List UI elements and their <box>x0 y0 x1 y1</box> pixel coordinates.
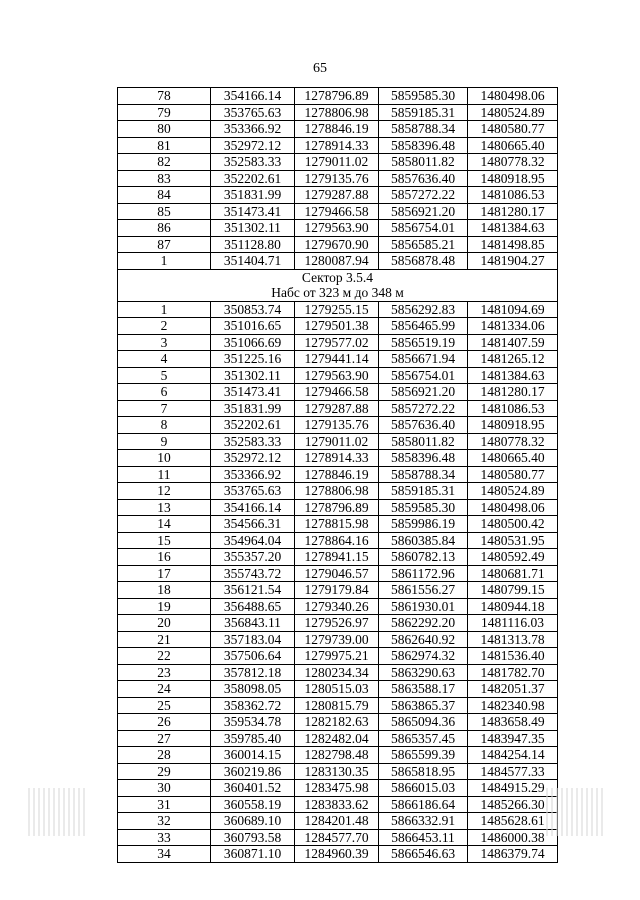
coordinate-cell: 5862292.20 <box>379 615 468 632</box>
table-row <box>118 253 558 270</box>
coordinates-table <box>117 87 558 863</box>
section-header <box>118 269 558 301</box>
point-number-cell: 7 <box>118 400 211 417</box>
coordinate-cell: 359534.78 <box>211 714 295 731</box>
coordinate-cell: 1278846.19 <box>295 466 379 483</box>
coordinate-cell: 1278796.89 <box>295 499 379 516</box>
point-number-cell: 8 <box>118 417 211 434</box>
table-row <box>118 351 558 368</box>
point-number-cell: 11 <box>118 466 211 483</box>
point-number-cell: 1 <box>118 301 211 318</box>
coordinate-cell: 353765.63 <box>211 104 295 121</box>
coordinate-cell: 1485266.30 <box>468 796 558 813</box>
coordinate-cell: 1279563.90 <box>295 367 379 384</box>
coordinate-cell: 1279563.90 <box>295 220 379 237</box>
coordinate-cell: 5857272.22 <box>379 400 468 417</box>
point-number-cell: 15 <box>118 532 211 549</box>
table-row <box>118 334 558 351</box>
table-row <box>118 747 558 764</box>
coordinate-cell: 351473.41 <box>211 203 295 220</box>
coordinate-cell: 5866453.11 <box>379 829 468 846</box>
coordinate-cell: 1480531.95 <box>468 532 558 549</box>
coordinate-cell: 1480498.06 <box>468 88 558 105</box>
coordinate-cell: 5862640.92 <box>379 631 468 648</box>
coordinate-cell: 1279577.02 <box>295 334 379 351</box>
coordinate-cell: 360558.19 <box>211 796 295 813</box>
coordinate-cell: 1283475.98 <box>295 780 379 797</box>
coordinate-cell: 1279255.15 <box>295 301 379 318</box>
table-row <box>118 88 558 105</box>
point-number-cell: 26 <box>118 714 211 731</box>
coordinate-cell: 5861556.27 <box>379 582 468 599</box>
section-range: Набс от 323 м до 348 м <box>271 285 404 300</box>
coordinate-cell: 1481498.85 <box>468 236 558 253</box>
coordinate-cell: 356488.65 <box>211 598 295 615</box>
coordinate-cell: 5866186.64 <box>379 796 468 813</box>
coordinate-cell: 1278914.33 <box>295 137 379 154</box>
table-row <box>118 714 558 731</box>
coordinate-cell: 352202.61 <box>211 417 295 434</box>
point-number-cell: 12 <box>118 483 211 500</box>
coordinate-cell: 5859585.30 <box>379 88 468 105</box>
coordinate-cell: 5865599.39 <box>379 747 468 764</box>
coordinate-cell: 1482340.98 <box>468 697 558 714</box>
coordinate-cell: 5863865.37 <box>379 697 468 714</box>
coordinate-cell: 1480665.40 <box>468 137 558 154</box>
coordinate-cell: 1480799.15 <box>468 582 558 599</box>
point-number-cell: 30 <box>118 780 211 797</box>
coordinate-cell: 1481536.40 <box>468 648 558 665</box>
point-number-cell: 2 <box>118 318 211 335</box>
table-row <box>118 121 558 138</box>
table-row <box>118 648 558 665</box>
table-row <box>118 236 558 253</box>
coordinate-cell: 357812.18 <box>211 664 295 681</box>
coordinate-cell: 5859185.31 <box>379 104 468 121</box>
point-number-cell: 28 <box>118 747 211 764</box>
coordinate-cell: 355743.72 <box>211 565 295 582</box>
coordinate-cell: 5859986.19 <box>379 516 468 533</box>
coordinate-cell: 360689.10 <box>211 813 295 830</box>
coordinate-cell: 5863588.17 <box>379 681 468 698</box>
coordinate-cell: 1480918.95 <box>468 170 558 187</box>
table-row <box>118 532 558 549</box>
coordinate-cell: 1480944.18 <box>468 598 558 615</box>
coordinate-cell: 352583.33 <box>211 154 295 171</box>
coordinate-cell: 5858788.34 <box>379 121 468 138</box>
coordinate-cell: 360014.15 <box>211 747 295 764</box>
coordinate-cell: 1483658.49 <box>468 714 558 731</box>
table-row <box>118 549 558 566</box>
point-number-cell: 6 <box>118 384 211 401</box>
coordinate-cell: 1279466.58 <box>295 384 379 401</box>
table-row <box>118 681 558 698</box>
coordinate-cell: 355357.20 <box>211 549 295 566</box>
coordinate-cell: 360401.52 <box>211 780 295 797</box>
coordinate-cell: 351302.11 <box>211 367 295 384</box>
coordinate-cell: 351473.41 <box>211 384 295 401</box>
table-row <box>118 763 558 780</box>
coordinate-cell: 352972.12 <box>211 137 295 154</box>
coordinate-cell: 352202.61 <box>211 170 295 187</box>
point-number-cell: 13 <box>118 499 211 516</box>
coordinate-cell: 1484915.29 <box>468 780 558 797</box>
coordinate-cell: 5856921.20 <box>379 203 468 220</box>
coordinate-cell: 1480580.77 <box>468 466 558 483</box>
point-number-cell: 27 <box>118 730 211 747</box>
coordinate-cell: 1481116.03 <box>468 615 558 632</box>
coordinate-cell: 1279526.97 <box>295 615 379 632</box>
table-section-top <box>118 88 558 270</box>
coordinate-cell: 1283833.62 <box>295 796 379 813</box>
coordinate-cell: 5865357.45 <box>379 730 468 747</box>
coordinate-cell: 1481407.59 <box>468 334 558 351</box>
table-row <box>118 367 558 384</box>
point-number-cell: 85 <box>118 203 211 220</box>
coordinate-cell: 5856921.20 <box>379 384 468 401</box>
coordinate-cell: 1279287.88 <box>295 187 379 204</box>
section-title: Сектор 3.5.4 <box>301 270 374 285</box>
point-number-cell: 4 <box>118 351 211 368</box>
coordinate-cell: 360219.86 <box>211 763 295 780</box>
coordinate-cell: 5866015.03 <box>379 780 468 797</box>
coordinate-cell: 1481334.06 <box>468 318 558 335</box>
coordinate-cell: 1480778.32 <box>468 154 558 171</box>
coordinate-cell: 1481384.63 <box>468 220 558 237</box>
point-number-cell: 21 <box>118 631 211 648</box>
coordinate-cell: 5856519.19 <box>379 334 468 351</box>
coordinate-cell: 358362.72 <box>211 697 295 714</box>
table-row <box>118 499 558 516</box>
point-number-cell: 87 <box>118 236 211 253</box>
table-row <box>118 483 558 500</box>
coordinate-cell: 1280234.34 <box>295 664 379 681</box>
table-row <box>118 417 558 434</box>
coordinate-cell: 350853.74 <box>211 301 295 318</box>
point-number-cell: 29 <box>118 763 211 780</box>
coordinate-cell: 1284960.39 <box>295 846 379 863</box>
table-row <box>118 813 558 830</box>
point-number-cell: 34 <box>118 846 211 863</box>
coordinate-cell: 1284577.70 <box>295 829 379 846</box>
point-number-cell: 79 <box>118 104 211 121</box>
coordinate-cell: 354566.31 <box>211 516 295 533</box>
coordinate-cell: 1278846.19 <box>295 121 379 138</box>
coordinate-cell: 1481280.17 <box>468 203 558 220</box>
coordinate-cell: 356843.11 <box>211 615 295 632</box>
point-number-cell: 33 <box>118 829 211 846</box>
point-number-cell: 5 <box>118 367 211 384</box>
coordinate-cell: 1279466.58 <box>295 203 379 220</box>
coordinate-cell: 5858011.82 <box>379 433 468 450</box>
table-row <box>118 582 558 599</box>
coordinate-cell: 1278941.15 <box>295 549 379 566</box>
point-number-cell: 1 <box>118 253 211 270</box>
coordinate-cell: 1481782.70 <box>468 664 558 681</box>
table-row <box>118 846 558 863</box>
point-number-cell: 20 <box>118 615 211 632</box>
coordinate-cell: 354964.04 <box>211 532 295 549</box>
table-row <box>118 664 558 681</box>
coordinate-cell: 5866546.63 <box>379 846 468 863</box>
coordinate-cell: 354166.14 <box>211 499 295 516</box>
coordinate-cell: 351831.99 <box>211 400 295 417</box>
coordinate-cell: 5861930.01 <box>379 598 468 615</box>
coordinate-cell: 5865818.95 <box>379 763 468 780</box>
table-row <box>118 203 558 220</box>
point-number-cell: 3 <box>118 334 211 351</box>
coordinate-cell: 1282482.04 <box>295 730 379 747</box>
coordinate-cell: 351016.65 <box>211 318 295 335</box>
coordinate-cell: 1279975.21 <box>295 648 379 665</box>
coordinate-cell: 1279340.26 <box>295 598 379 615</box>
table-row <box>118 516 558 533</box>
coordinate-cell: 5861172.96 <box>379 565 468 582</box>
coordinate-cell: 353366.92 <box>211 121 295 138</box>
coordinate-cell: 352972.12 <box>211 450 295 467</box>
coordinate-cell: 1481313.78 <box>468 631 558 648</box>
point-number-cell: 84 <box>118 187 211 204</box>
coordinate-cell: 1279135.76 <box>295 417 379 434</box>
coordinate-cell: 1279287.88 <box>295 400 379 417</box>
coordinate-cell: 1280815.79 <box>295 697 379 714</box>
coordinate-cell: 5856754.01 <box>379 220 468 237</box>
table-row <box>118 631 558 648</box>
table-row <box>118 384 558 401</box>
table-row <box>118 187 558 204</box>
coordinate-cell: 1282798.48 <box>295 747 379 764</box>
coordinate-cell: 1283130.35 <box>295 763 379 780</box>
point-number-cell: 24 <box>118 681 211 698</box>
coordinate-cell: 1279670.90 <box>295 236 379 253</box>
coordinate-cell: 1480524.89 <box>468 104 558 121</box>
coordinate-cell: 354166.14 <box>211 88 295 105</box>
coordinate-cell: 1484254.14 <box>468 747 558 764</box>
coordinate-cell: 5858396.48 <box>379 137 468 154</box>
table-row <box>118 170 558 187</box>
point-number-cell: 83 <box>118 170 211 187</box>
point-number-cell: 78 <box>118 88 211 105</box>
coordinate-cell: 1279501.38 <box>295 318 379 335</box>
table-row <box>118 220 558 237</box>
coordinate-cell: 5856292.83 <box>379 301 468 318</box>
table-row <box>118 154 558 171</box>
coordinate-cell: 359785.40 <box>211 730 295 747</box>
point-number-cell: 19 <box>118 598 211 615</box>
point-number-cell: 25 <box>118 697 211 714</box>
coordinate-cell: 351066.69 <box>211 334 295 351</box>
coordinate-cell: 1481265.12 <box>468 351 558 368</box>
coordinate-cell: 1480500.42 <box>468 516 558 533</box>
point-number-cell: 31 <box>118 796 211 813</box>
coordinate-cell: 1278806.98 <box>295 104 379 121</box>
coordinate-cell: 1278796.89 <box>295 88 379 105</box>
coordinate-cell: 1280087.94 <box>295 253 379 270</box>
coordinate-cell: 351225.16 <box>211 351 295 368</box>
point-number-cell: 22 <box>118 648 211 665</box>
table-row <box>118 400 558 417</box>
table-row <box>118 137 558 154</box>
coordinate-cell: 1480665.40 <box>468 450 558 467</box>
coordinate-cell: 5860782.13 <box>379 549 468 566</box>
coordinate-cell: 1480524.89 <box>468 483 558 500</box>
table-row <box>118 565 558 582</box>
coordinate-cell: 5859585.30 <box>379 499 468 516</box>
scan-smudge-right <box>546 788 606 836</box>
coordinate-cell: 1279135.76 <box>295 170 379 187</box>
coordinate-cell: 1279011.02 <box>295 433 379 450</box>
coordinate-cell: 5856585.21 <box>379 236 468 253</box>
table-row <box>118 796 558 813</box>
coordinate-cell: 5862974.32 <box>379 648 468 665</box>
coordinate-cell: 357506.64 <box>211 648 295 665</box>
coordinate-cell: 1486379.74 <box>468 846 558 863</box>
coordinate-cell: 5857636.40 <box>379 170 468 187</box>
coordinate-cell: 1278815.98 <box>295 516 379 533</box>
coordinate-cell: 353366.92 <box>211 466 295 483</box>
table-row <box>118 780 558 797</box>
point-number-cell: 81 <box>118 137 211 154</box>
coordinate-cell: 5857636.40 <box>379 417 468 434</box>
coordinate-cell: 351404.71 <box>211 253 295 270</box>
table-row <box>118 829 558 846</box>
coordinate-cell: 1279046.57 <box>295 565 379 582</box>
point-number-cell: 86 <box>118 220 211 237</box>
coordinate-cell: 1482051.37 <box>468 681 558 698</box>
coordinate-cell: 5866332.91 <box>379 813 468 830</box>
coordinate-cell: 1280515.03 <box>295 681 379 698</box>
coordinate-cell: 5856465.99 <box>379 318 468 335</box>
table-row <box>118 730 558 747</box>
point-number-cell: 10 <box>118 450 211 467</box>
coordinate-cell: 1480681.71 <box>468 565 558 582</box>
point-number-cell: 14 <box>118 516 211 533</box>
coordinate-cell: 5856878.48 <box>379 253 468 270</box>
point-number-cell: 82 <box>118 154 211 171</box>
coordinate-cell: 5856754.01 <box>379 367 468 384</box>
coordinate-cell: 1481384.63 <box>468 367 558 384</box>
coordinate-cell: 1481086.53 <box>468 400 558 417</box>
table-row <box>118 301 558 318</box>
coordinate-cell: 1486000.38 <box>468 829 558 846</box>
point-number-cell: 16 <box>118 549 211 566</box>
coordinate-cell: 1279739.00 <box>295 631 379 648</box>
page-number: 65 <box>313 61 327 76</box>
point-number-cell: 32 <box>118 813 211 830</box>
coordinate-cell: 360793.58 <box>211 829 295 846</box>
section-header-cell <box>118 269 558 301</box>
coordinate-cell: 5859185.31 <box>379 483 468 500</box>
coordinate-cell: 357183.04 <box>211 631 295 648</box>
point-number-cell: 23 <box>118 664 211 681</box>
table-row <box>118 615 558 632</box>
coordinate-cell: 1282182.63 <box>295 714 379 731</box>
coordinate-cell: 1278914.33 <box>295 450 379 467</box>
coordinate-cell: 1480498.06 <box>468 499 558 516</box>
coordinate-cell: 1279011.02 <box>295 154 379 171</box>
coordinate-cell: 1279441.14 <box>295 351 379 368</box>
coordinate-cell: 351831.99 <box>211 187 295 204</box>
coordinate-cell: 5858788.34 <box>379 466 468 483</box>
table-row <box>118 450 558 467</box>
coordinate-cell: 5865094.36 <box>379 714 468 731</box>
table-row <box>118 598 558 615</box>
coordinate-cell: 5858396.48 <box>379 450 468 467</box>
coordinate-cell: 356121.54 <box>211 582 295 599</box>
coordinate-cell: 358098.05 <box>211 681 295 698</box>
point-number-cell: 80 <box>118 121 211 138</box>
coordinate-cell: 5857272.22 <box>379 187 468 204</box>
coordinate-cell: 1481086.53 <box>468 187 558 204</box>
coordinate-cell: 1481094.69 <box>468 301 558 318</box>
coordinate-cell: 352583.33 <box>211 433 295 450</box>
coordinate-cell: 1480918.95 <box>468 417 558 434</box>
coordinate-cell: 1480592.49 <box>468 549 558 566</box>
coordinate-cell: 1480580.77 <box>468 121 558 138</box>
point-number-cell: 9 <box>118 433 211 450</box>
coordinate-cell: 1484577.33 <box>468 763 558 780</box>
scan-smudge-left <box>28 788 88 836</box>
coordinate-cell: 1481280.17 <box>468 384 558 401</box>
coordinate-cell: 5860385.84 <box>379 532 468 549</box>
coordinate-cell: 1278864.16 <box>295 532 379 549</box>
table-row <box>118 433 558 450</box>
coordinate-cell: 1481904.27 <box>468 253 558 270</box>
coordinate-cell: 1279179.84 <box>295 582 379 599</box>
table-row <box>118 104 558 121</box>
section-header-row <box>118 269 558 301</box>
point-number-cell: 17 <box>118 565 211 582</box>
coordinate-cell: 1485628.61 <box>468 813 558 830</box>
coordinate-cell: 5863290.63 <box>379 664 468 681</box>
table-section-bottom <box>118 301 558 862</box>
coordinate-cell: 360871.10 <box>211 846 295 863</box>
coordinate-cell: 353765.63 <box>211 483 295 500</box>
point-number-cell: 18 <box>118 582 211 599</box>
table-row <box>118 318 558 335</box>
coordinate-cell: 351128.80 <box>211 236 295 253</box>
table-row <box>118 697 558 714</box>
coordinate-cell: 1278806.98 <box>295 483 379 500</box>
coordinate-cell: 1483947.35 <box>468 730 558 747</box>
coordinate-cell: 5856671.94 <box>379 351 468 368</box>
coordinate-cell: 5858011.82 <box>379 154 468 171</box>
table-row <box>118 466 558 483</box>
coordinate-cell: 1284201.48 <box>295 813 379 830</box>
coordinate-cell: 1480778.32 <box>468 433 558 450</box>
coordinate-cell: 351302.11 <box>211 220 295 237</box>
